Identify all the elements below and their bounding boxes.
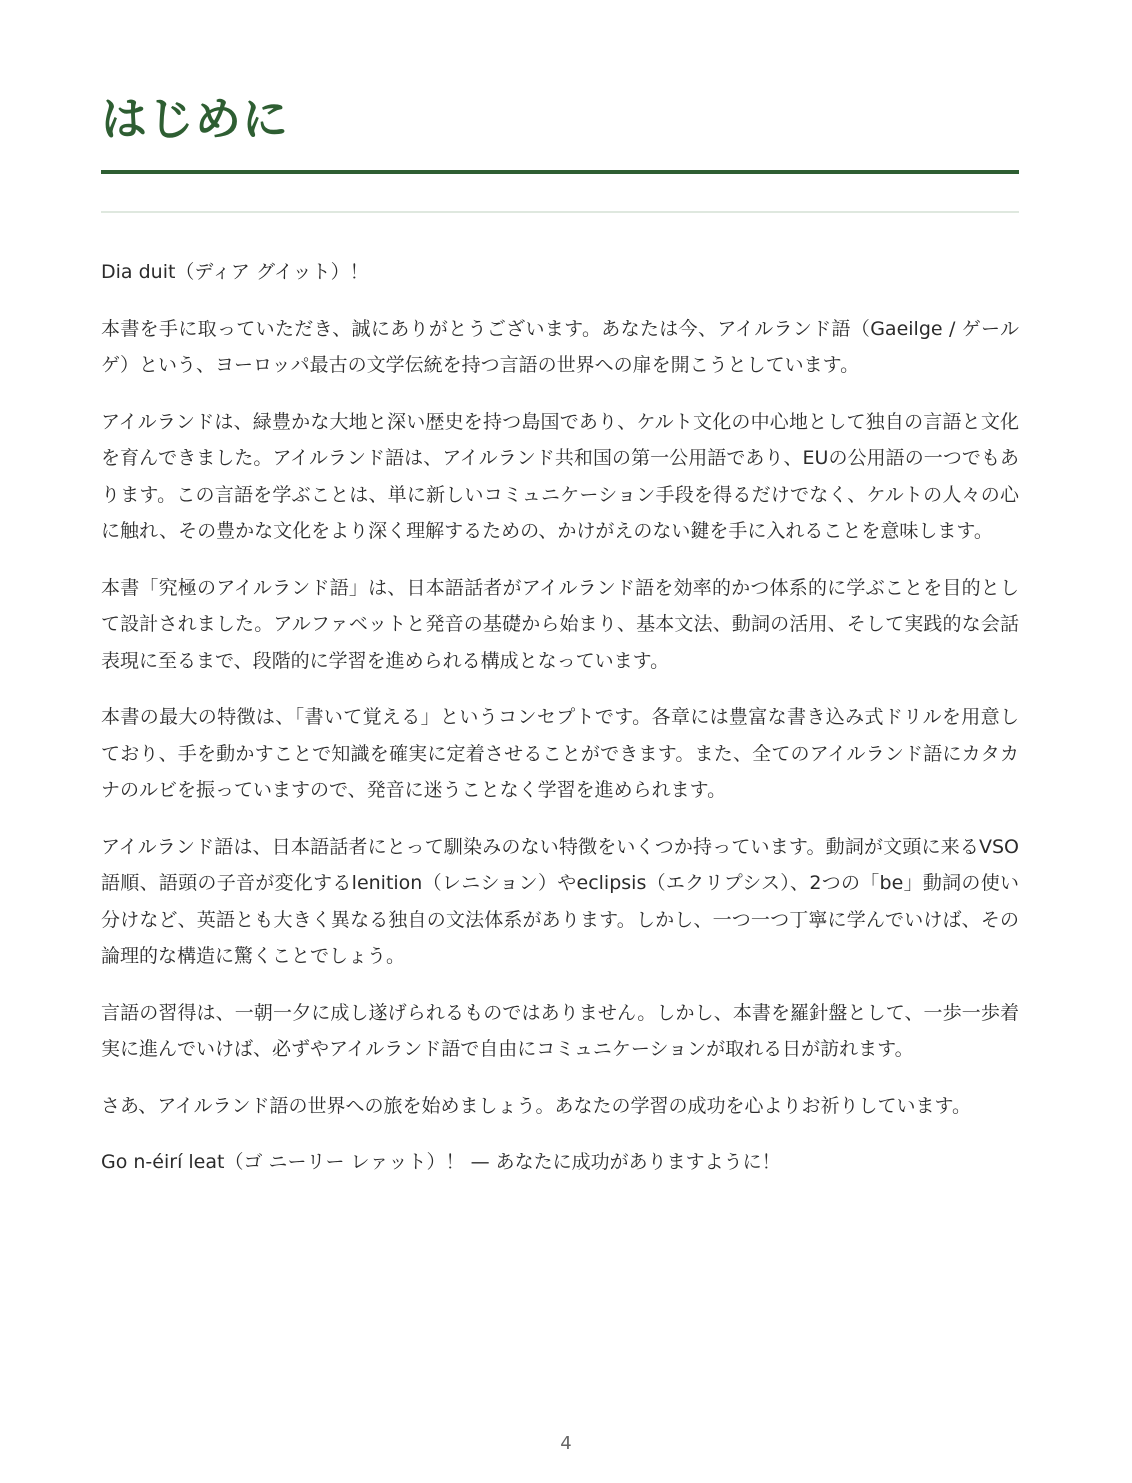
body-text (101, 254, 1019, 1201)
paragraph: アイルランド語は、日本語話者にとって馴染みのない特徴をいくつか持っています。動詞が文頭に来るVSO語順、語頭の子音が変化するlenition（レニション）やeclipsis（エクリプシス）、2つの「be」動詞の使い分けなど、英語とも大きく異なる独自の文法体系があります。しかし、一つ一つ丁寧に学んでいけば、その論理的な構造に驚くことでしょう。 (101, 835, 1019, 967)
paragraph-closing: Go n-éirí leat（ゴ ニーリー レァット）！ — あなたに成功がありますように！ (101, 1151, 781, 1173)
page-number: 4 (560, 1433, 572, 1454)
paragraph: 本書の最大の特徴は、「書いて覚える」というコンセプトです。各章には豊富な書き込み式ドリルを用意しており、手を動かすことで知識を確実に定着させることができます。また、全てのアイルランド語にカタカナのルビを振っていますので、発音に迷うことなく学習を進められます。 (101, 706, 1019, 801)
title-divider-thick (101, 170, 1019, 174)
title-divider-thin (101, 211, 1019, 213)
paragraph: 言語の習得は、一朝一夕に成し遂げられるものではありません。しかし、本書を羅針盤として、一歩一歩着実に進んでいけば、必ずやアイルランド語で自由にコミュニケーションが取れる日が訪れます。 (101, 1001, 1019, 1060)
paragraph: さあ、アイルランド語の世界への旅を始めましょう。あなたの学習の成功を心よりお祈りしています。 (101, 1094, 972, 1117)
paragraph-greeting: Dia duit（ディア グイット）！ (101, 261, 369, 283)
paragraph: 本書を手に取っていただき、誠にありがとうございます。あなたは今、アイルランド語（Gaeilge / ゲールゲ）という、ヨーロッパ最古の文学伝統を持つ言語の世界への扉を開こうとしています。 (101, 317, 1019, 376)
paragraph: 本書「究極のアイルランド語」は、日本語話者がアイルランド語を効率的かつ体系的に学ぶことを目的として設計されました。アルファベットと発音の基礎から始まり、基本文法、動詞の活用、そして実践的な会話表現に至るまで、段階的に学習を進められる構成となっています。 (101, 576, 1019, 672)
paragraph: アイルランドは、緑豊かな大地と深い歴史を持つ島国であり、ケルト文化の中心地として独自の言語と文化を育んできました。アイルランド語は、アイルランド共和国の第一公用語であり、EUの公用語の一つでもあります。この言語を学ぶことは、単に新しいコミュニケーション手段を得るだけでなく、ケルトの人々の心に触れ、その豊かな文化をより深く理解するための、かけがえのない鍵を手に入れることを意味します。 (101, 410, 1019, 542)
page-title: はじめに (101, 92, 289, 146)
